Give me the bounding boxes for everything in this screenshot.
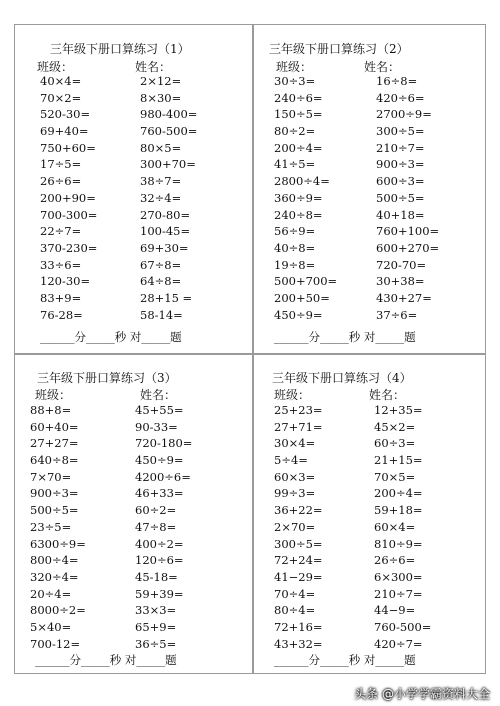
problem: 46+33= [135,486,184,501]
problem: 2800÷4= [274,174,330,189]
problem: 26÷6= [374,553,416,568]
problem: 700-12= [30,636,81,651]
problem: 44−9= [374,603,416,618]
sheet-title: 三年级下册口算练习（2） [269,42,409,56]
problem: 6×300= [374,569,423,584]
problem: 70÷4= [274,586,316,601]
problem: 520-30= [40,107,91,122]
problem: 30÷3= [274,74,316,88]
problem: 64÷8= [140,274,182,289]
problem: 4200÷6= [135,469,191,484]
problem: 16÷8= [376,74,418,88]
problem: 2×12= [140,74,182,88]
problem: 80÷2= [274,124,316,139]
problem: 120÷6= [135,553,184,568]
name-label: 姓名： [369,388,406,402]
problem: 300÷5= [376,124,425,139]
problem: 210÷7= [376,140,425,155]
problem: 500+700= [274,274,338,289]
worksheet-1 [14,24,253,354]
problem: 750+60= [40,140,96,155]
problem: 8×30= [140,90,182,105]
problem: 240÷8= [274,207,323,222]
sheet-title: 三年级下册口算练习（4） [272,371,412,385]
problem: 33×3= [135,603,177,618]
problem: 21+15= [374,453,423,468]
name-label: 姓名： [135,60,172,74]
problem: 60÷3= [374,436,416,451]
score-footer: ______分_____秒 对_____题 [40,330,182,344]
problem: 120-30= [40,274,91,289]
problem: 640÷8= [30,453,79,468]
problem: 27+27= [30,436,79,451]
problem: 19÷8= [274,257,316,272]
problem: 45×2= [374,419,416,434]
problem: 58-14= [140,307,183,322]
problem: 72+16= [274,619,323,634]
problem: 60×4= [374,519,416,534]
problem: 900÷3= [30,486,79,501]
class-label: 班级： [37,60,74,74]
name-label: 姓名： [364,60,401,74]
problem: 450÷9= [135,453,184,468]
problem: 300÷5= [274,536,323,551]
problem: 270-80= [140,207,191,222]
problem: 45-18= [135,569,178,584]
problem: 59+18= [374,503,423,518]
problem: 20÷4= [30,586,72,601]
class-label: 班级： [276,60,313,74]
problem: 12+35= [374,403,423,417]
right-problems [140,73,197,323]
worksheet-3 [14,354,253,674]
problem: 45+55= [135,403,184,417]
problem: 360÷9= [274,190,323,205]
problem: 32÷4= [140,190,182,205]
problem: 41−29= [274,569,323,584]
problem: 88+8= [30,403,72,417]
problem: 83+9= [40,290,82,305]
problem: 59+39= [135,586,184,601]
problem: 200+50= [274,290,330,305]
problem: 65+9= [135,619,177,634]
problem: 26÷6= [40,174,82,189]
problem: 36+22= [274,503,323,518]
problem: 700-300= [40,207,98,222]
problem: 41÷5= [274,157,316,172]
sheet-title: 三年级下册口算练习（3） [37,371,177,385]
problem: 720-70= [376,257,427,272]
problem: 76-28= [40,307,83,322]
problem: 900÷3= [376,157,425,172]
problem: 27+71= [274,419,323,434]
worksheet-4 [253,354,486,674]
problem: 720-180= [135,436,193,451]
problem: 210÷7= [374,586,423,601]
problem: 8000÷2= [30,603,86,618]
problem: 450÷9= [274,307,323,322]
problem: 200+90= [40,190,96,205]
problem: 240÷6= [274,90,323,105]
problem: 17÷5= [40,157,82,172]
right-problems [376,73,439,323]
left-problems [274,73,337,323]
problem: 40+18= [376,207,425,222]
right-problems [135,402,192,652]
problem: 28+15 = [140,290,193,305]
problem: 80÷4= [274,603,316,618]
score-footer: ______分_____秒 对_____题 [274,653,416,667]
problem: 23÷5= [30,519,72,534]
right-problems [374,402,431,652]
worksheet-2 [253,24,486,354]
problem: 60+40= [30,419,79,434]
problem: 69+30= [140,240,189,255]
problem: 370-230= [40,240,98,255]
problem: 150÷5= [274,107,323,122]
problem: 99÷3= [274,486,316,501]
problem: 500÷5= [30,503,79,518]
class-label: 班级： [35,388,72,402]
problem: 70×2= [40,90,82,105]
sheet-title: 三年级下册口算练习（1） [50,42,190,56]
score-footer: ______分_____秒 对_____题 [274,330,416,344]
problem: 67÷8= [140,257,182,272]
problem: 90-33= [135,419,178,434]
problem: 69+40= [40,124,89,139]
problem: 430+27= [376,290,432,305]
problem: 760-500= [374,619,432,634]
score-footer: ______分_____秒 对_____题 [35,653,177,667]
problem: 600÷3= [376,174,425,189]
problem: 810÷9= [374,536,423,551]
problem: 200÷4= [374,486,423,501]
left-problems [274,402,323,652]
problem: 980-400= [140,107,198,122]
problem: 100-45= [140,224,191,239]
problem: 420÷7= [374,636,423,651]
problem: 400÷2= [135,536,184,551]
problem: 22÷7= [40,224,82,239]
problem: 5÷4= [274,453,308,468]
name-label: 姓名： [140,388,177,402]
problem: 36÷5= [135,636,177,651]
problem: 47÷8= [135,519,177,534]
problem: 5×40= [30,619,72,634]
problem: 2700÷9= [376,107,432,122]
problem: 80×5= [140,140,182,155]
left-problems [30,402,86,652]
left-problems [40,73,97,323]
problem: 30+38= [376,274,425,289]
problem: 25+23= [274,403,323,417]
problem: 37÷6= [376,307,418,322]
problem: 40÷8= [274,240,316,255]
problem: 6300÷9= [30,536,86,551]
problem: 60÷2= [135,503,177,518]
problem: 2×70= [274,519,316,534]
source-watermark: 头条 @小学学霸资料大全 [354,687,490,701]
problem: 500÷5= [376,190,425,205]
problem: 600+270= [376,240,440,255]
problem: 760-500= [140,124,198,139]
problem: 320÷4= [30,569,79,584]
problem: 300+70= [140,157,196,172]
problem: 56÷9= [274,224,316,239]
problem: 43+32= [274,636,323,651]
problem: 800÷4= [30,553,79,568]
problem: 33÷6= [40,257,82,272]
problem: 420÷6= [376,90,425,105]
problem: 7×70= [30,469,72,484]
problem: 40×4= [40,74,82,88]
problem: 38÷7= [140,174,182,189]
problem: 200÷4= [274,140,323,155]
problem: 70×5= [374,469,416,484]
problem: 60×3= [274,469,316,484]
problem: 30×4= [274,436,316,451]
class-label: 班级： [274,388,311,402]
problem: 72+24= [274,553,323,568]
problem: 760+100= [376,224,440,239]
